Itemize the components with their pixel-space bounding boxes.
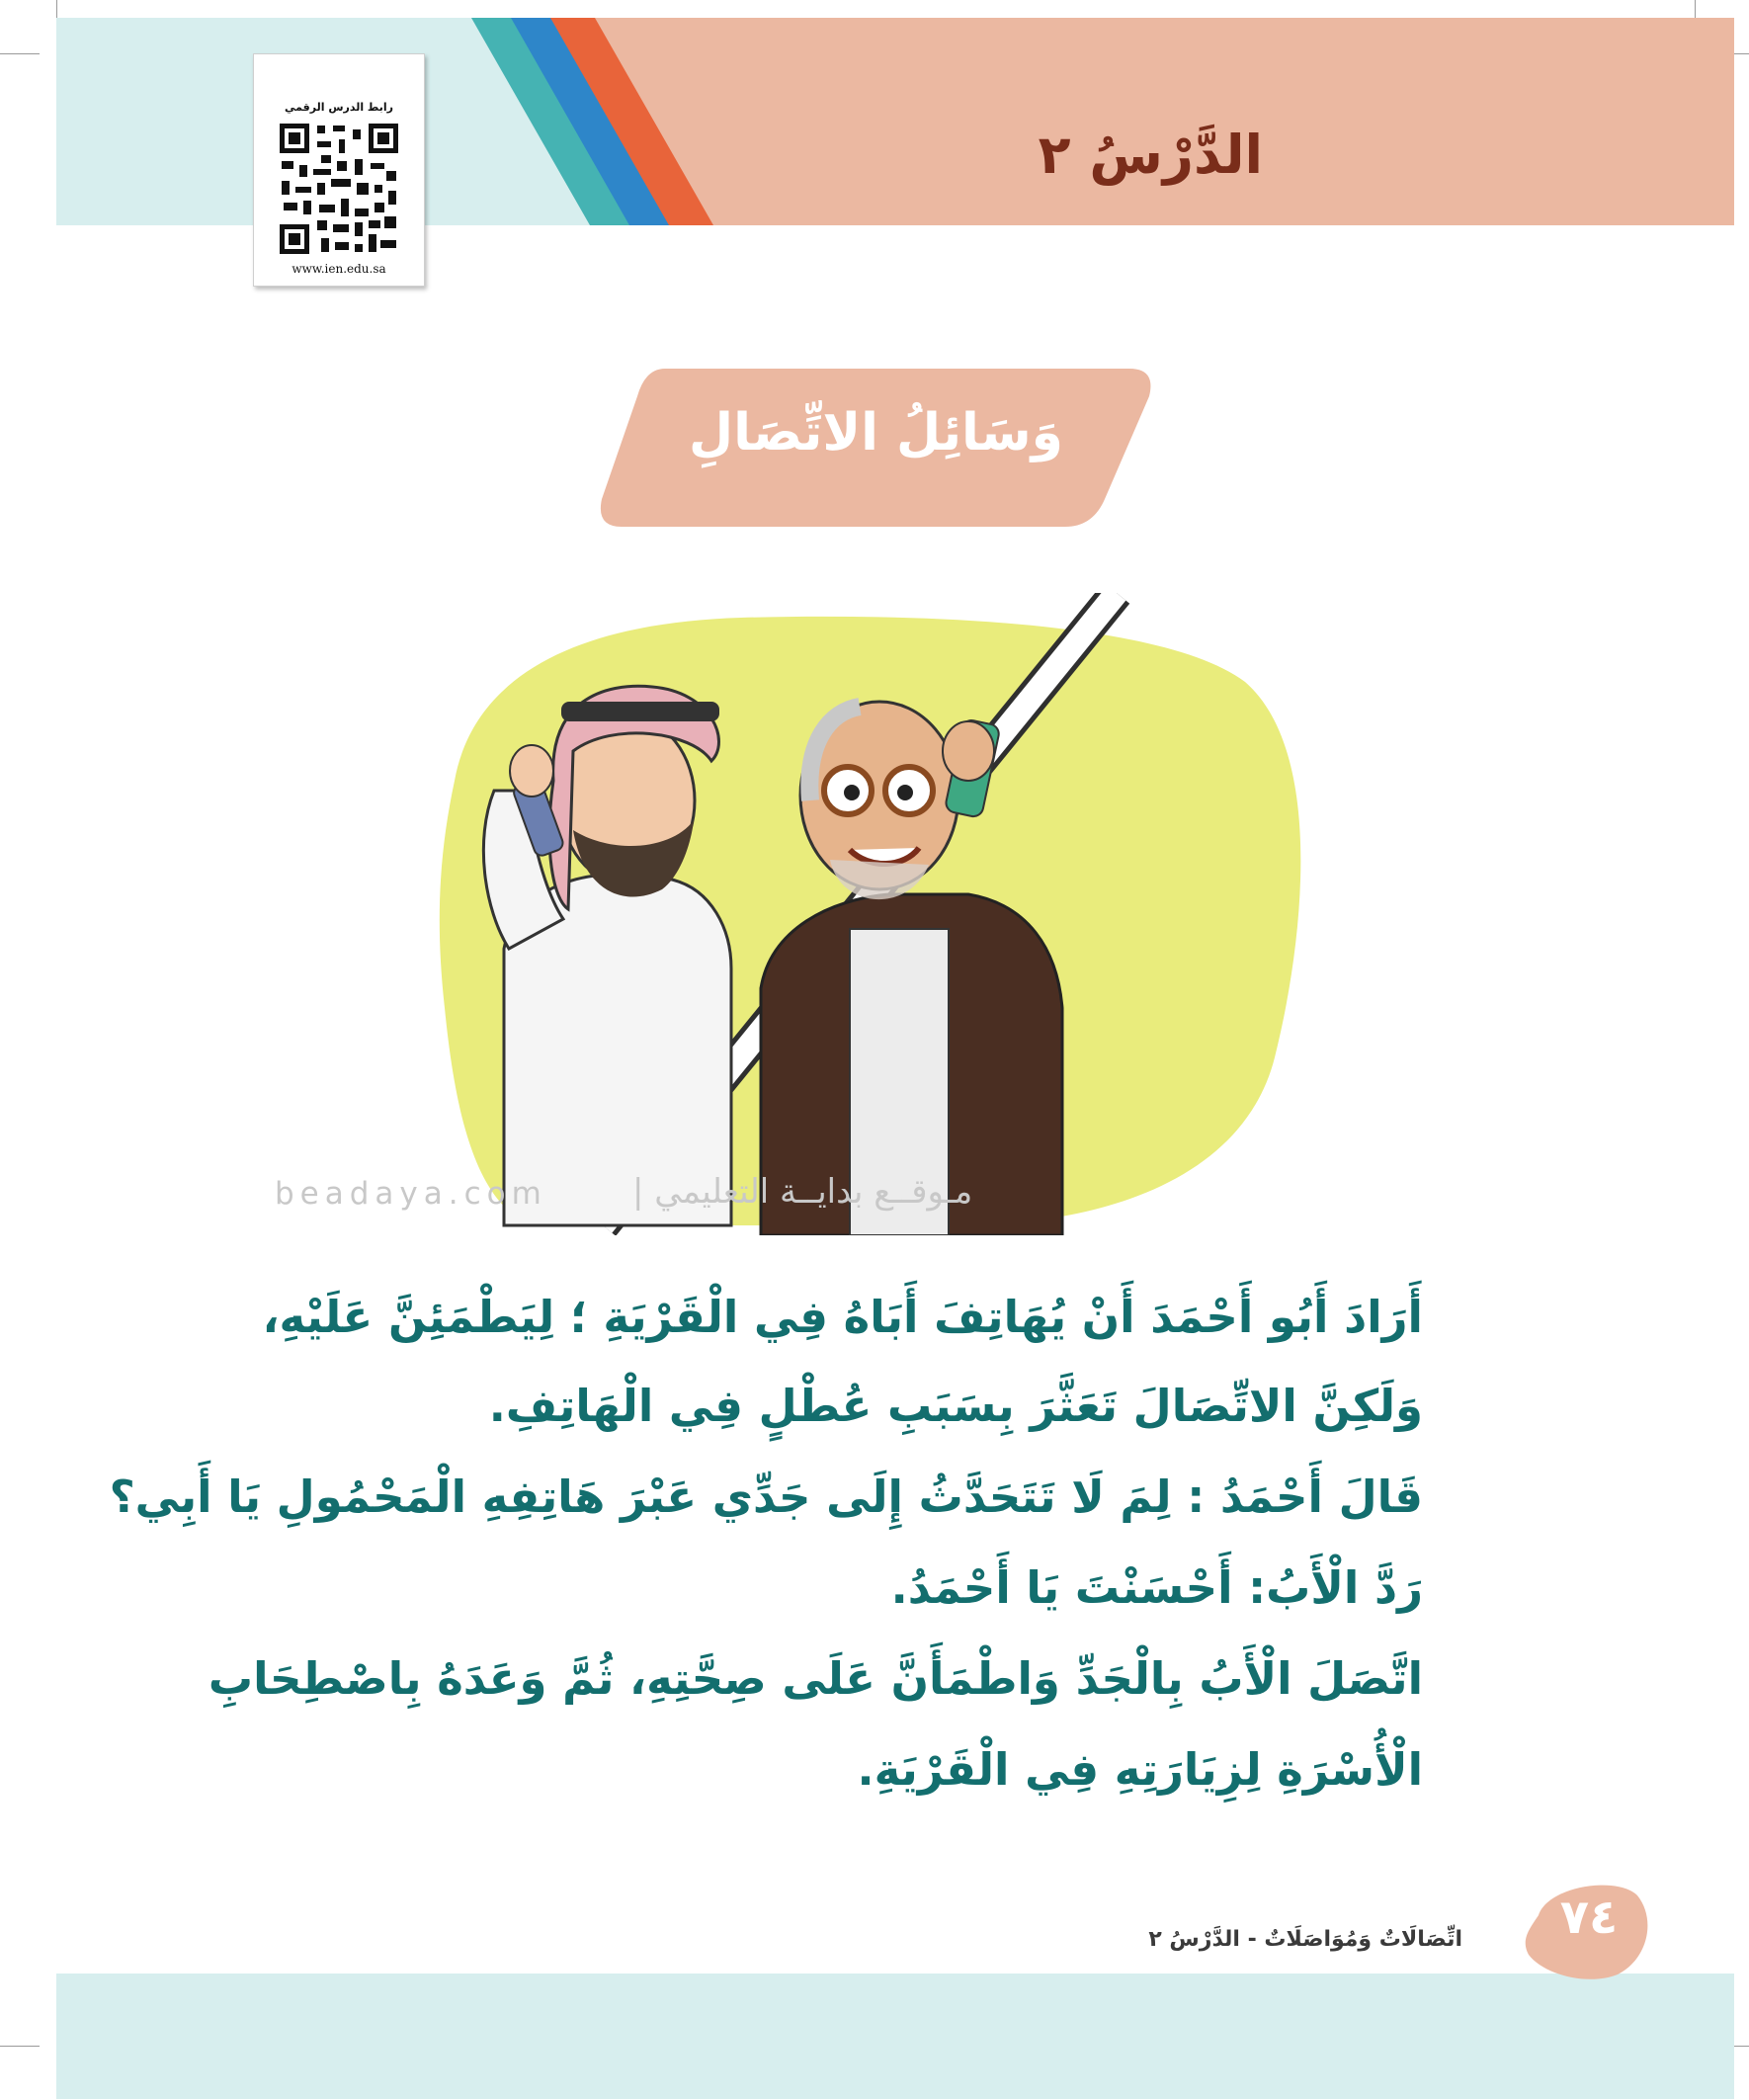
qr-url[interactable]: www.ien.edu.sa [292,262,386,276]
story-line-1: أَرَادَ أَبُو أَحْمَدَ أَنْ يُهَاتِفَ أَبَاهُ فِي الْقَرْيَةِ ؛ لِيَطْمَئِنَّ عَلَيْهِ، [262,1291,1423,1343]
crop-mark-top-left-h [0,53,40,54]
story-line-3: قَالَ أَحْمَدُ : لِمَ لَا تَتَحَدَّثُ إِلَى جَدِّي عَبْرَ هَاتِفِهِ الْمَحْمُولِ يَا أَبِي؟ [109,1470,1423,1523]
story-line-5: اتَّصَلَ الْأَبُ بِالْجَدِّ وَاطْمَأَنَّ عَلَى صِحَّتِهِ، ثُمَّ وَعَدَهُ بِاصْطِحَابِ [208,1652,1423,1705]
watermark-site: beadaya.com [275,1176,547,1212]
footer-band [56,1974,1734,2099]
two-men-on-phones-illustration [415,593,1383,1235]
qr-card[interactable] [253,53,425,287]
running-title: اتِّصَالَاتٌ وَمُوَاصَلَاتٌ - الدَّرْسُ ٢ [1148,1927,1462,1952]
watermark-arabic: مـوقــع بدايــة التعليمي | [632,1172,973,1212]
story-line-6: الْأُسْرَةِ لِزِيَارَتِهِ فِي الْقَرْيَةِ. [857,1743,1423,1796]
page-title: وَسَائِلُ الاتِّصَالِ [689,403,1063,462]
lesson-label: الدَّرْسُ ٢ [1038,124,1263,186]
crop-mark-bottom-left-h [0,2046,40,2047]
qr-code-icon[interactable] [278,122,400,256]
story-line-2: وَلَكِنَّ الاتِّصَالَ تَعَثَّرَ بِسَبَبِ عُطْلٍ فِي الْهَاتِفِ. [488,1380,1423,1432]
page-number: ٧٤ [1559,1890,1619,1945]
qr-title: رابط الدرس الرقمي [285,101,393,114]
story-line-4: رَدَّ الْأَبُ: أَحْسَنْتَ يَا أَحْمَدُ. [890,1561,1423,1614]
